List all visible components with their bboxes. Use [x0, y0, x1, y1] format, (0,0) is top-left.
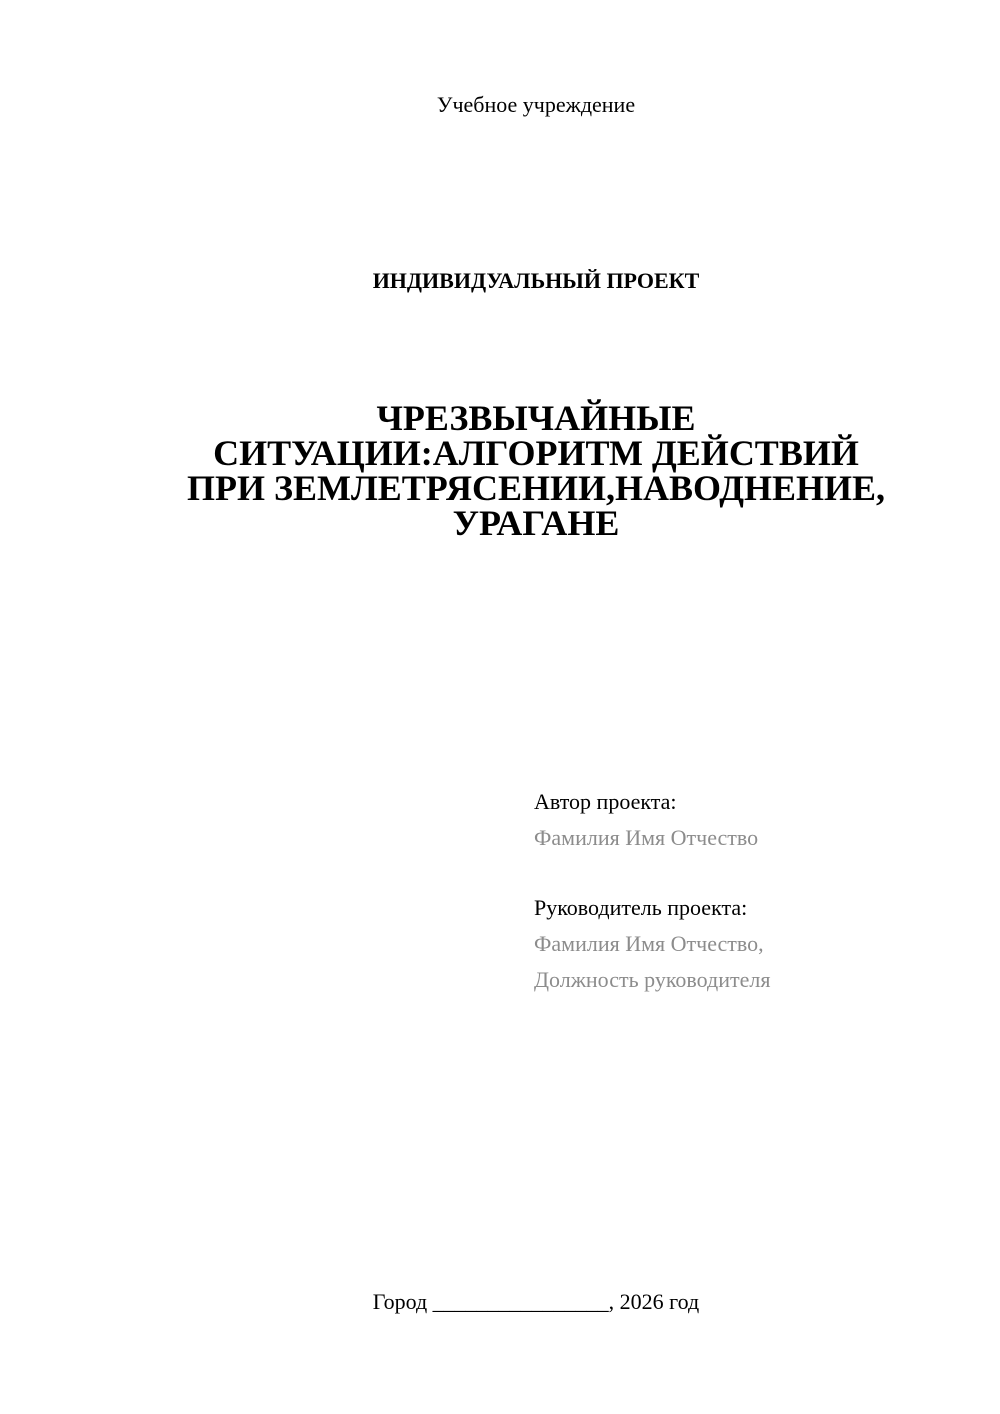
institution-name: Учебное учреждение: [436, 92, 636, 117]
city-year-line: Город ________________, 2026 год: [372, 1289, 700, 1314]
supervisor-name: Фамилия Имя Отчество,: [534, 931, 764, 956]
supervisor-label: Руководитель проекта:: [534, 895, 748, 920]
author-block: [534, 784, 974, 856]
project-title-line: СИТУАЦИИ:АЛГОРИТМ ДЕЙСТВИЙ: [213, 433, 859, 473]
author-name: Фамилия Имя Отчество: [534, 825, 759, 850]
author-label: Автор проекта:: [534, 789, 677, 814]
project-title-line: УРАГАНЕ: [452, 503, 620, 543]
project-title-line: ЧРЕЗВЫЧАЙНЫЕ: [376, 398, 696, 438]
project-title: [140, 398, 932, 543]
document-type: ИНДИВИДУАЛЬНЫЙ ПРОЕКТ: [372, 268, 700, 293]
supervisor-position: Должность руководителя: [534, 967, 771, 992]
supervisor-block: [534, 890, 974, 998]
project-title-line: ПРИ ЗЕМЛЕТРЯСЕНИИ,НАВОДНЕНИЕ,: [186, 468, 886, 508]
